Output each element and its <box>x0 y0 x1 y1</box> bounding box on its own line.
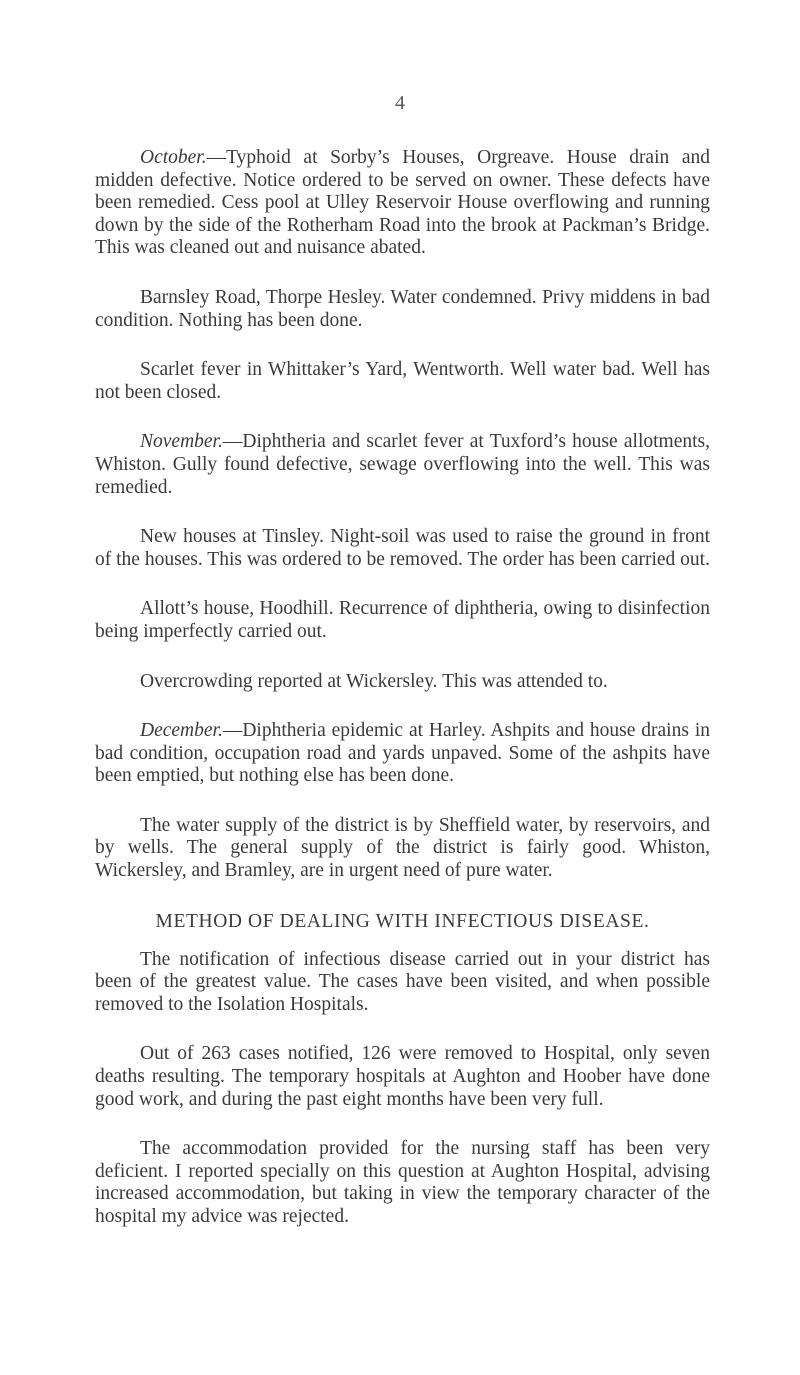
paragraph-text: Out of 263 cases notified, 126 were removed to Hospital, only seven deaths resulting. The temporary hospitals at Aughton and Hoober have done good work, and during the past eight months have been very full. <box>95 1043 710 1110</box>
paragraph-notification <box>95 949 710 1017</box>
paragraph-text: Allott’s house, Hoodhill. Recurrence of diphtheria, owing to disinfection being imperfectly carried out. <box>95 598 710 642</box>
paragraph-tinsley-houses <box>95 526 710 571</box>
paragraph-text: The notification of infectious disease carried out in your district has been of the greatest value. The cases have been visited, and when possible removed to the Isolation Hospitals. <box>95 948 710 1015</box>
paragraph-text: —Diphtheria epidemic at Harley. Ashpits and house drains in bad condition, occupation road and yards unpaved. Some of the ashpits have been emptied, but nothing else has been done. <box>95 720 710 787</box>
paragraph-text: Barnsley Road, Thorpe Hesley. Water condemned. Privy middens in bad condition. Nothing has been done. <box>95 286 710 331</box>
paragraph-barnsley-road <box>95 287 710 332</box>
paragraph-text: —Typhoid at Sorby’s Houses, Orgreave. House drain and midden defective. Notice ordered to be served on owner. These defects have been remedied. Cess pool at Ulley Reservoir House overflowing and running down by the side of the Rotherham Road into the brook at Packman’s Bridge. This was cleaned out and nuisance abated. <box>95 147 710 259</box>
paragraph-text: The water supply of the district is by Sheffield water, by reservoirs, and by wells. The general supply of the district is fairly good. Whiston, Wickersley, and Bramley, are in urgent need of pure water. <box>95 814 710 882</box>
paragraph-november-diphtheria <box>95 431 710 499</box>
paragraph-overcrowding <box>95 671 710 694</box>
paragraph-allotts-house <box>95 598 710 643</box>
body-text <box>95 147 710 1256</box>
paragraph-water-supply <box>95 815 710 883</box>
paragraph-text: —Diphtheria and scarlet fever at Tuxford’s house allotments, Whiston. Gully found defective, sewage overflowing into the well. This was remedied. <box>95 431 710 498</box>
page-number: 4 <box>395 92 405 114</box>
paragraph-text: Overcrowding reported at Wickersley. This was attended to. <box>140 670 608 692</box>
paragraph-scarlet-fever-wentworth <box>95 359 710 404</box>
paragraph-text: Scarlet fever in Whittaker’s Yard, Wentworth. Well water bad. Well has not been closed. <box>95 359 710 403</box>
month-label-october: October. <box>140 147 207 168</box>
paragraph-text: The accommodation provided for the nursing staff has been very deficient. I reported specially on this question at Aughton Hospital, advising increased accommodation, but taking in view the temporary character of the hospital my advice was rejected. <box>95 1138 710 1227</box>
month-label-november: November. <box>140 431 223 453</box>
paragraph-nursing-accommodation <box>95 1138 710 1228</box>
section-heading: METHOD OF DEALING WITH INFECTIOUS DISEASE. <box>155 910 650 932</box>
paragraph-text: New houses at Tinsley. Night-soil was used to raise the ground in front of the houses. This was ordered to be removed. The order has been carried out. <box>95 526 710 570</box>
paragraph-december-diphtheria <box>95 720 710 788</box>
paragraph-october-typhoid <box>95 147 710 260</box>
paragraph-cases-notified <box>95 1043 710 1111</box>
month-label-december: December. <box>140 720 223 742</box>
